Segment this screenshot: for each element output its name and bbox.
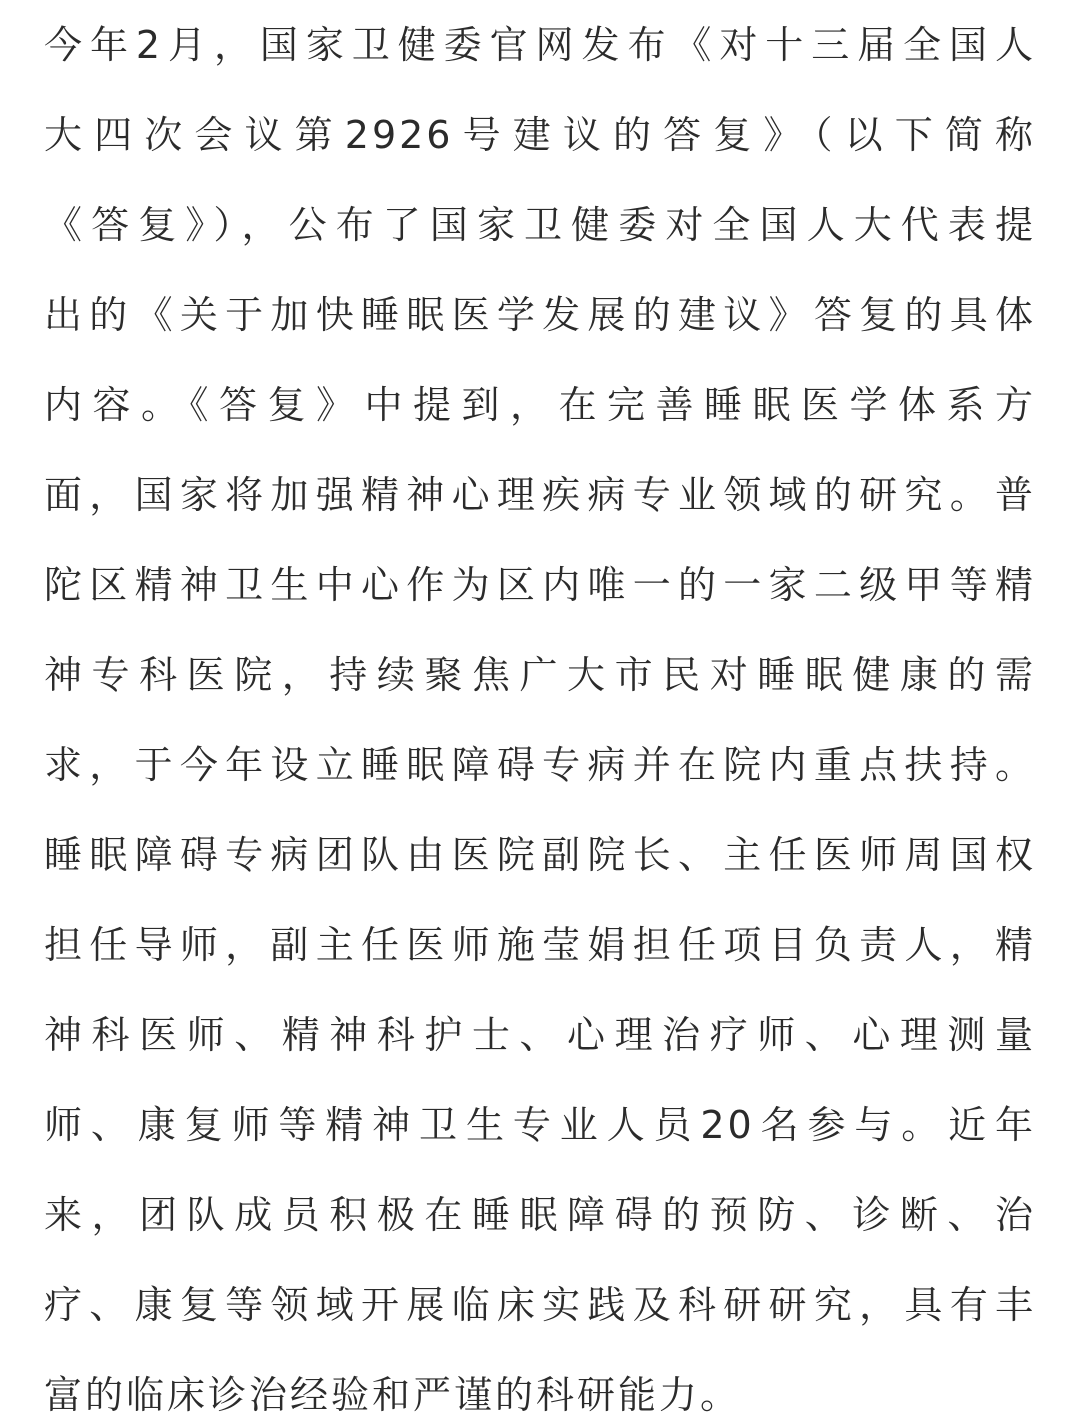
article-line: 富的临床诊治经验和严谨的科研能力。 bbox=[44, 1373, 742, 1417]
article-line: 陀区精神卫生中心作为区内唯一的一家二级甲等精 bbox=[44, 563, 1036, 607]
article-line: 来，团队成员积极在睡眠障碍的预防、诊断、治 bbox=[44, 1193, 1036, 1237]
article-line: 神专科医院，持续聚焦广大市民对睡眠健康的需 bbox=[44, 653, 1036, 697]
article-line: 疗、康复等领域开展临床实践及科研研究，具有丰 bbox=[44, 1283, 1036, 1327]
article-body bbox=[44, 0, 1036, 1418]
article-line: 《答复》），公布了国家卫健委对全国人大代表提 bbox=[44, 203, 1036, 247]
article-line: 睡眠障碍专病团队由医院副院长、主任医师周国权 bbox=[44, 833, 1036, 877]
article-line: 师、康复师等精神卫生专业人员20名参与。近年 bbox=[44, 1103, 1036, 1147]
article-line: 求，于今年设立睡眠障碍专病并在院内重点扶持。 bbox=[44, 743, 1036, 787]
article-line: 内容。《答复》中提到，在完善睡眠医学体系方 bbox=[44, 383, 1036, 427]
article-line: 面，国家将加强精神心理疾病专业领域的研究。普 bbox=[44, 473, 1036, 517]
article-line: 神科医师、精神科护士、心理治疗师、心理测量 bbox=[44, 1013, 1036, 1057]
article-line: 担任导师，副主任医师施莹娟担任项目负责人，精 bbox=[44, 923, 1036, 967]
article-line: 今年2月，国家卫健委官网发布《对十三届全国人 bbox=[44, 23, 1036, 67]
article-line: 大四次会议第2926号建议的答复》（以下简称 bbox=[44, 113, 1036, 157]
article-line: 出的《关于加快睡眠医学发展的建议》答复的具体 bbox=[44, 293, 1036, 337]
